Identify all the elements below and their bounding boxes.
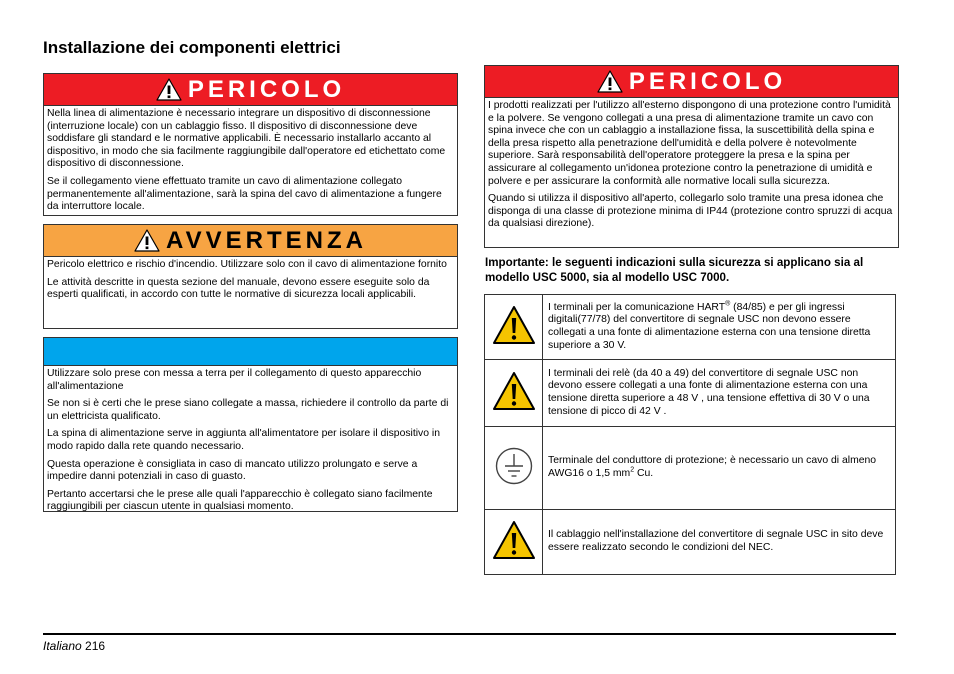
- paragraph: Le attività descritte in questa sezione del manuale, devono essere eseguite solo da esperti qualificati, in accordo con tutte le normative di sicurezza locali applicabili.: [47, 276, 430, 301]
- paragraph: Pertanto accertarsi che le prese alle quali l'apparecchio è collegato siano facilmente raggiungibili per ciascun utente in qualsiasi momento.: [47, 488, 433, 513]
- paragraph: Nella linea di alimentazione è necessario integrare un dispositivo di disconnessione (interruzione locale) con un cablaggio fisso. Il dispositivo di disconnessione deve soddisfare gli standard e le normative applicabili. È necessario installarlo accanto al dispositivo, in modo che sia facilmente raggiungibile dall'operatore ed etichettato come dispositivo di disconnessione.: [47, 108, 446, 170]
- danger-banner: [485, 66, 898, 98]
- row-text: I terminali per la comunicazione HART: [548, 301, 726, 313]
- footer-language: Italiano: [43, 639, 82, 653]
- warning-triangle-icon: [492, 371, 536, 411]
- description-cell: [543, 427, 896, 510]
- description-cell: [543, 360, 896, 427]
- notice-banner: [44, 338, 457, 366]
- warning-triangle-icon: [134, 229, 160, 252]
- icon-cell: [485, 427, 543, 510]
- row-text: I terminali dei relè (da 40 a 49) del convertitore di segnale USC non devono essere collegati a una fonte di alimentazione esterna con una tensione diretta superiore a 48 V , una tensione effettiva di 30 V o una tensione di picco di 42 V .: [548, 367, 870, 417]
- notice-text: [44, 366, 457, 518]
- registered-mark: ®: [725, 300, 731, 308]
- warning-text: [44, 257, 457, 306]
- table-row: [485, 360, 896, 427]
- paragraph: Questa operazione è consigliata in caso di mancato utilizzo prolungato e serve a impedire danni potenziali in caso di guasto.: [47, 458, 418, 483]
- paragraph: I prodotti realizzati per l'utilizzo all'esterno dispongono di una protezione contro l'umidità e la polvere. Se vengono collegati a una presa di alimentazione tramite un cavo con spina invece che con un cablaggio a installazione fissa, la suscettibilità della spina e della presa rispetto alla penetrazione dell'umidità e della polvere è notevolmente superiore. Sarà responsabilità dell'operatore proteggere la presa e la spina per assicurare al collegamento un'idonea protezione contro la penetrazione di umidità e polvere e per assicurare la conformità alle normative locali sulla sicurezza.: [488, 100, 891, 187]
- banner-label: AVVERTENZA: [166, 226, 367, 254]
- danger-banner: [44, 74, 457, 106]
- banner-label: PERICOLO: [628, 67, 787, 95]
- icon-cell: [485, 510, 543, 575]
- table-row: [485, 427, 896, 510]
- section-title: Installazione dei componenti elettrici: [43, 38, 341, 57]
- danger-box-left: [43, 73, 458, 216]
- warning-box-left: [43, 224, 458, 329]
- warning-banner: [44, 225, 457, 257]
- row-text: Terminale del conduttore di protezione; è necessario un cavo di almeno AWG16 o 1,5 mm: [548, 455, 877, 479]
- footer-divider: [43, 633, 896, 635]
- danger-text: [485, 98, 898, 235]
- row-text: (84/85) e per gli ingressi digitali(77/78) del convertitore di segnale USC non devono essere collegati a una fonte di alimentazione esterna con una tensione diretta superiore a 30 V.: [548, 301, 871, 351]
- warning-triangle-icon: [492, 305, 536, 345]
- safety-symbols-table: [484, 294, 896, 575]
- table-row: [485, 510, 896, 575]
- icon-cell: [485, 360, 543, 427]
- danger-text: [44, 106, 457, 218]
- paragraph: La spina di alimentazione serve in aggiunta all'alimentatore per isolare il dispositivo in modo rapido dalla rete quando necessario.: [47, 428, 441, 452]
- paragraph: Se il collegamento viene effettuato tramite un cavo di alimentazione collegato permanentemente all'alimentazione, sarà la spina del cavo di alimentazione a fungere da interruttore locale.: [47, 175, 442, 213]
- danger-box-right: [484, 65, 899, 248]
- paragraph: Utilizzare solo prese con messa a terra per il collegamento di questo apparecchio all'alimentazione: [47, 368, 422, 392]
- page-number: 216: [85, 639, 106, 653]
- page-footer: [43, 639, 105, 653]
- icon-cell: [485, 295, 543, 360]
- warning-triangle-icon: [492, 520, 536, 560]
- protective-earth-icon: [494, 446, 534, 486]
- description-cell: [543, 295, 896, 360]
- superscript: 2: [630, 466, 635, 474]
- banner-label: PERICOLO: [187, 75, 346, 103]
- paragraph: Se non si è certi che le prese siano collegate a massa, richiedere il controllo da parte di un elettricista qualificato.: [47, 398, 449, 422]
- paragraph: Pericolo elettrico e rischio d'incendio. Utilizzare solo con il cavo di alimentazione fornito: [47, 259, 447, 270]
- paragraph: Quando si utilizza il dispositivo all'aperto, collegarlo solo tramite una presa idonea che disponga di una classe di protezione minima di IP44 (protezione contro spruzzi di acqua da qualsiasi direzione).: [488, 193, 893, 230]
- row-text: Cu.: [634, 468, 654, 479]
- notice-box-left: [43, 337, 458, 512]
- warning-triangle-icon: [156, 78, 182, 101]
- row-text: Il cablaggio nell'installazione del convertitore di segnale USC in sito deve essere realizzato secondo le condizioni del NEC.: [548, 529, 884, 553]
- warning-triangle-icon: [597, 70, 623, 93]
- table-row: [485, 295, 896, 360]
- important-note: Importante: le seguenti indicazioni sulla sicurezza si applicano sia al modello USC 5000, sia al modello USC 7000.: [485, 256, 864, 284]
- description-cell: [543, 510, 896, 575]
